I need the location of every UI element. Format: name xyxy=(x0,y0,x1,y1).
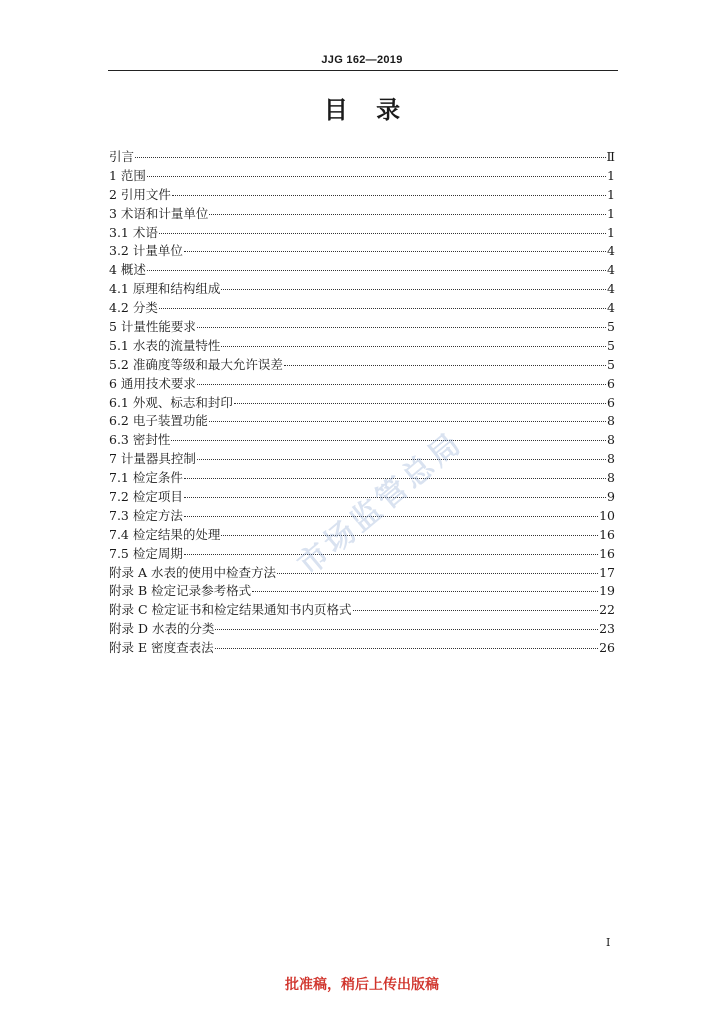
toc-entry-label: 7.3 检定方法 xyxy=(109,507,183,523)
toc-entry-label: 3.1 术语 xyxy=(109,224,158,240)
toc-entry-page: Ⅱ xyxy=(606,149,615,164)
toc-entry-page: 10 xyxy=(599,507,615,523)
toc-entry-page: 1 xyxy=(607,186,615,202)
toc-leader-dots xyxy=(209,214,606,215)
toc-entry-label: 7.4 检定结果的处理 xyxy=(109,526,221,542)
toc-leader-dots xyxy=(221,289,606,290)
toc-entry-page: 16 xyxy=(599,526,615,542)
toc-entry-label: 7.2 检定项目 xyxy=(109,489,183,505)
toc-entry-page: 8 xyxy=(607,451,615,467)
toc-entry-label: 引言 xyxy=(109,149,135,164)
toc-leader-dots xyxy=(277,573,598,574)
toc-entry-page: 23 xyxy=(599,621,615,637)
toc-entry[interactable] xyxy=(109,224,615,243)
toc-entry-label: 6 通用技术要求 xyxy=(109,375,196,391)
toc-entry-page: 8 xyxy=(607,432,615,448)
toc-entry[interactable] xyxy=(109,356,615,375)
toc-entry-label: 7 计量器具控制 xyxy=(109,451,196,467)
toc-entry[interactable] xyxy=(109,620,615,639)
toc-entry-page: 26 xyxy=(599,640,615,656)
toc-leader-dots xyxy=(353,610,599,611)
toc-entry-page: 1 xyxy=(607,167,615,183)
toc-entry-page: 8 xyxy=(607,470,615,486)
toc-leader-dots xyxy=(197,327,606,328)
toc-entry-page: 17 xyxy=(599,564,615,580)
toc-entry-label: 4.2 分类 xyxy=(109,300,158,316)
toc-leader-dots xyxy=(159,308,606,309)
standard-code: JJG 162—2019 xyxy=(321,54,403,66)
toc-leader-dots xyxy=(147,176,606,177)
toc-entry[interactable] xyxy=(109,299,615,318)
toc-leader-dots xyxy=(135,157,605,158)
toc-entry[interactable] xyxy=(109,242,615,261)
toc-entry[interactable] xyxy=(109,450,615,469)
toc-entry[interactable] xyxy=(109,167,615,186)
toc-entry-label: 附录 A 水表的使用中检查方法 xyxy=(109,564,276,580)
toc-entry-label: 附录 B 检定记录参考格式 xyxy=(109,583,252,599)
header-rule xyxy=(108,70,618,71)
toc-entry-page: 8 xyxy=(607,413,615,429)
toc-entry[interactable] xyxy=(109,375,615,394)
toc-leader-dots xyxy=(215,648,599,649)
toc-entry-page: 19 xyxy=(599,583,615,599)
toc-entry-page: 9 xyxy=(607,489,615,505)
toc-entry[interactable] xyxy=(109,469,615,488)
toc-entry-page: 5 xyxy=(607,337,615,353)
toc-leader-dots xyxy=(147,270,606,271)
toc-entry-label: 5.2 准确度等级和最大允许误差 xyxy=(109,356,283,372)
toc-entry-page: 1 xyxy=(607,205,615,221)
page-title: 目 录 xyxy=(323,96,411,124)
toc-leader-dots xyxy=(221,346,606,347)
toc-leader-dots xyxy=(172,195,606,196)
toc-entry[interactable] xyxy=(109,431,615,450)
toc-entry[interactable] xyxy=(109,394,615,413)
toc-leader-dots xyxy=(221,535,598,536)
toc-entry[interactable] xyxy=(109,280,615,299)
draft-stamp: 批准稿，稍后上传出版稿 xyxy=(285,977,439,993)
toc-entry[interactable] xyxy=(109,601,615,620)
toc-entry-label: 5 计量性能要求 xyxy=(109,319,196,335)
toc-entry-page: 4 xyxy=(607,300,615,316)
toc-entry-label: 3 术语和计量单位 xyxy=(109,205,209,221)
toc-entry[interactable] xyxy=(109,507,615,526)
toc-leader-dots xyxy=(171,440,606,441)
page-number: I xyxy=(606,936,611,949)
toc-entry-page: 4 xyxy=(607,281,615,297)
toc-leader-dots xyxy=(234,403,606,404)
toc-entry-label: 6.3 密封性 xyxy=(109,432,171,448)
toc-leader-dots xyxy=(184,554,598,555)
toc-entry-page: 5 xyxy=(607,319,615,335)
toc-leader-dots xyxy=(209,421,606,422)
toc-entry-page: 22 xyxy=(599,602,615,618)
toc-entry[interactable] xyxy=(109,412,615,431)
toc-entry-label: 附录 C 检定证书和检定结果通知书内页格式 xyxy=(109,602,352,618)
toc-entry-label: 1 范围 xyxy=(109,167,146,183)
toc-entry-label: 2 引用文件 xyxy=(109,186,171,202)
toc-entry[interactable] xyxy=(109,582,615,601)
toc-entry[interactable] xyxy=(109,337,615,356)
table-of-contents xyxy=(109,148,615,658)
toc-leader-dots xyxy=(184,497,606,498)
toc-entry[interactable] xyxy=(109,205,615,224)
toc-entry[interactable] xyxy=(109,526,615,545)
toc-entry-label: 6.1 外观、标志和封印 xyxy=(109,394,233,410)
toc-entry-label: 3.2 计量单位 xyxy=(109,243,183,259)
toc-entry-page: 16 xyxy=(599,545,615,561)
toc-entry-page: 6 xyxy=(607,394,615,410)
toc-entry[interactable] xyxy=(109,488,615,507)
toc-entry[interactable] xyxy=(109,545,615,564)
toc-leader-dots xyxy=(197,384,606,385)
toc-entry-page: 4 xyxy=(607,243,615,259)
toc-entry[interactable] xyxy=(109,186,615,205)
toc-entry[interactable] xyxy=(109,318,615,337)
toc-leader-dots xyxy=(184,478,606,479)
toc-entry-label: 附录 D 水表的分类 xyxy=(109,621,215,637)
toc-entry-label: 附录 E 密度查表法 xyxy=(109,640,214,656)
toc-entry-label: 5.1 水表的流量特性 xyxy=(109,337,221,353)
toc-leader-dots xyxy=(184,251,606,252)
toc-leader-dots xyxy=(252,591,598,592)
toc-leader-dots xyxy=(215,629,598,630)
toc-entry-label: 7.1 检定条件 xyxy=(109,470,183,486)
toc-leader-dots xyxy=(184,516,598,517)
toc-entry-page: 1 xyxy=(607,224,615,240)
toc-entry-label: 7.5 检定周期 xyxy=(109,545,183,561)
toc-entry[interactable] xyxy=(109,148,615,167)
toc-leader-dots xyxy=(284,365,606,366)
toc-leader-dots xyxy=(197,459,606,460)
toc-entry[interactable] xyxy=(109,639,615,658)
toc-entry-label: 6.2 电子装置功能 xyxy=(109,413,208,429)
toc-entry[interactable] xyxy=(109,564,615,583)
toc-entry-label: 4 概述 xyxy=(109,262,146,278)
watermark-text: 市场监管总局 xyxy=(291,424,471,583)
toc-entry-label: 4.1 原理和结构组成 xyxy=(109,281,221,297)
toc-entry[interactable] xyxy=(109,261,615,280)
toc-entry-page: 6 xyxy=(607,375,615,391)
toc-leader-dots xyxy=(159,233,606,234)
toc-entry-page: 5 xyxy=(607,356,615,372)
toc-entry-page: 4 xyxy=(607,262,615,278)
